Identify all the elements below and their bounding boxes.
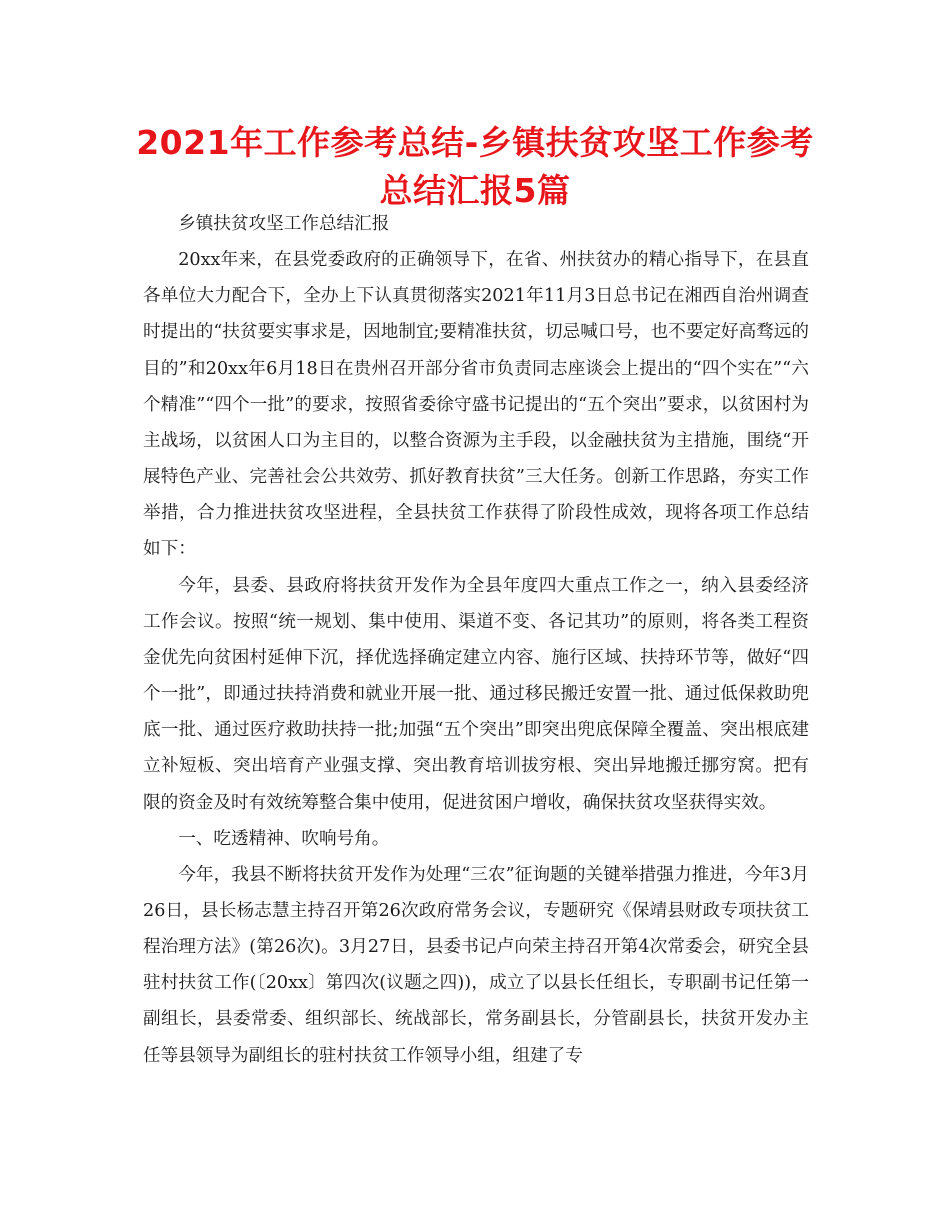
body-paragraph: 今年，县委、县政府将扶贫开发作为全县年度四大重点工作之一，纳入县委经济工作会议。按照“统一规划、集中使用、渠道不变、各记其功”的原则，将各类工程资金优先向贫困村延伸下沉，择优选择确定建立内容、施行区域、扶持环节等，做好“四个一批”，即通过扶持消费和就业开展一批、通过移民搬迁安置一批、通过低保救助兜底一批、通过医疗救助扶持一批;加强“五个突出”即突出兜底保障全覆盖、突出根底建立补短板、突出培育产业强支撑、突出教育培训拔穷根、突出异地搬迁挪穷窝。把有限的资金及时有效统筹整合集中使用，促进贫困户增收，确保扶贫攻坚获得实效。 xyxy=(143,575,809,813)
subtitle-paragraph: 乡镇扶贫攻坚工作总结汇报 xyxy=(178,214,390,234)
document-body xyxy=(143,206,809,1074)
body-paragraph: 今年，我县不断将扶贫开发作为处理“三农”征询题的关键举措强力推进，今年3月26日，县长杨志慧主持召开第26次政府常务会议，专题研究《保靖县财政专项扶贫工程治理方法》(第26次)。3月27日，县委书记卢向荣主持召开第4次常委会，研究全县驻村扶贫工作(〔20xx〕第四次(议题之四))，成立了以县长任组长，专职副书记任第一副组长，县委常委、组织部长、统战部长，常务副县长，分管副县长，扶贫开发办主任等县领导为副组长的驻村扶贫工作领导小组，组建了专 xyxy=(143,864,809,1066)
document-title: 2021年工作参考总结-乡镇扶贫攻坚工作参考总结汇报5篇 xyxy=(136,123,814,210)
body-paragraph: 20xx年来，在县党委政府的正确领导下，在省、州扶贫办的精心指导下，在县直各单位大力配合下，全办上下认真贯彻落实2021年11月3日总书记在湘西自治州调查时提出的“扶贫要实事求是，因地制宜;要精准扶贫，切忌喊口号，也不要定好高骛远的目的”和20xx年6月18日在贵州召开部分省市负责同志座谈会上提出的“四个实在”“六个精准”“四个一批”的要求，按照省委徐守盛书记提出的“五个突出”要求，以贫困村为主战场，以贫困人口为主目的，以整合资源为主手段，以金融扶贫为主措施，围绕“开展特色产业、完善社会公共效劳、抓好教育扶贫”三大任务。创新工作思路，夯实工作举措，合力推进扶贫攻坚进程，全县扶贫工作获得了阶段性成效，现将各项工作总结如下： xyxy=(143,250,809,560)
section-heading: 一、吃透精神、吹响号角。 xyxy=(178,828,390,849)
